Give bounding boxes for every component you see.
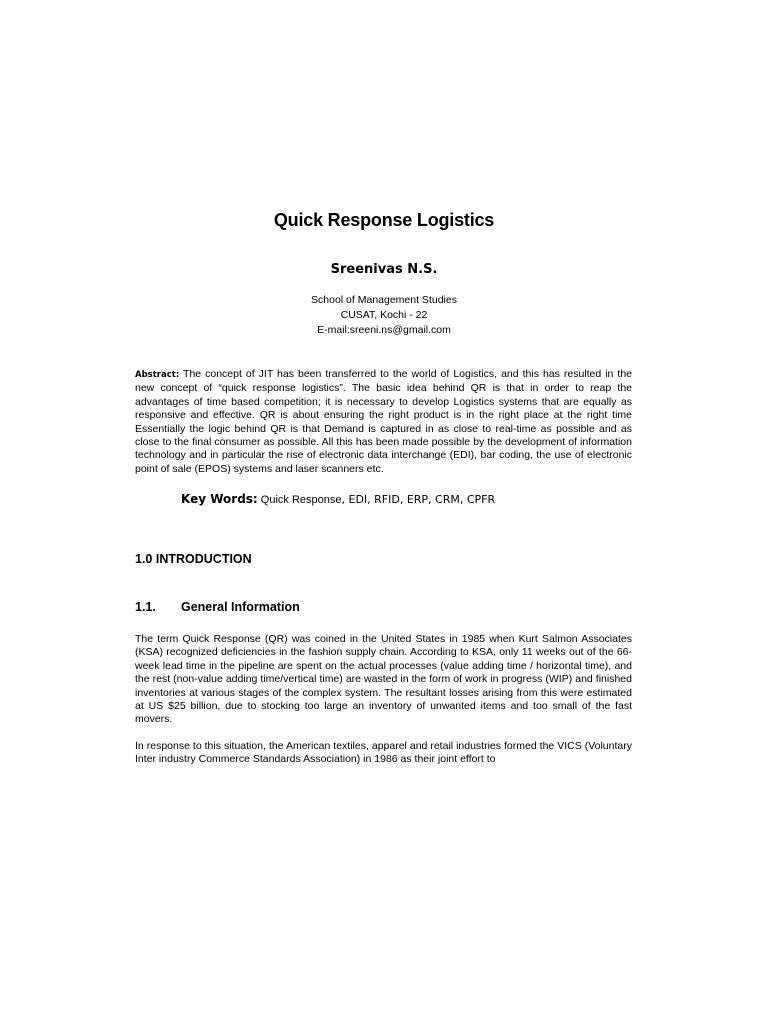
keywords-rest: , EDI, RFID, ERP, CRM, CPFR	[341, 493, 496, 506]
affiliation-email: E-mail:sreeni.ns@gmail.com	[317, 324, 451, 336]
body-paragraph: The term Quick Response (QR) was coined in the United States in 1985 when Kurt Salmon Associates (KSA) recognized deficiencies in the fashion supply chain. According to KSA, only 11 weeks out of the 66-week lead time in the pipeline are spent on the actual processes (value adding time / horizontal time), and the rest (non-value adding time/vertical time) are wasted in the form of work in progress (WIP) and finished inventories at various stages of the complex system. The resultant losses arising from this were estimated at US $25 billion, due to stocking too large an inventory of unwanted items and too small of the fast movers.	[135, 633, 632, 726]
author-affiliation	[0, 293, 768, 338]
section-heading-introduction: 1.0 INTRODUCTION	[135, 552, 252, 566]
paper-title: Quick Response Logistics	[273, 210, 495, 230]
keywords-first: Quick Response	[257, 494, 342, 506]
affiliation-school: School of Management Studies	[311, 294, 457, 306]
affiliation-location: CUSAT, Kochi - 22	[340, 309, 428, 321]
subsection-heading	[135, 600, 300, 614]
author-name: Sreenivas N.S.	[330, 262, 438, 277]
abstract-text: The concept of JIT has been transferred to the world of Logistics, and this has resulted in the new concept of “quick response logistics”. The basic idea behind QR is that in order to reap the advantages of time based competition; it is necessary to develop Logistics systems that are equally as responsive and effective. QR is about ensuring the right product is in the right place at the right time Essentially the logic behind QR is that Demand is captured in as close to real-time as possible and as close to the final consumer as possible. All this has been made possible by the development of information technology and in particular the rise of electronic data interchange (EDI), bar coding, the use of electronic point of sale (EPOS) systems and laser scanners etc.	[135, 368, 632, 475]
abstract-label: Abstract:	[135, 370, 180, 380]
body-paragraph: In response to this situation, the American textiles, apparel and retail industries formed the VICS (Voluntary Inter industry Commerce Standards Association) in 1986 as their joint effort to	[135, 740, 632, 766]
keywords-label: Key Words:	[181, 492, 258, 506]
subsection-number: 1.1.	[135, 600, 156, 614]
abstract	[135, 368, 632, 476]
keywords	[181, 492, 495, 506]
subsection-title: General Information	[181, 600, 300, 614]
